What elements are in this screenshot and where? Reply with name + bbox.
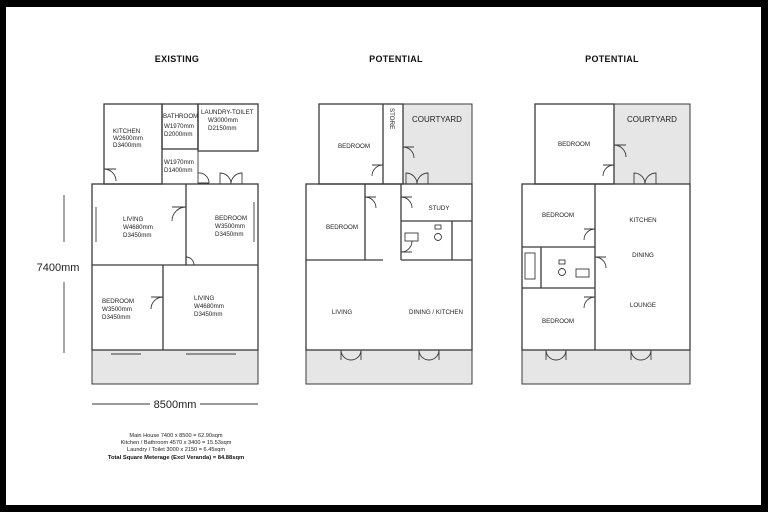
existing-bedroom2-label: BEDROOM (102, 298, 134, 305)
existing-bedroom2-width: W3500mm (102, 306, 132, 313)
main-house-outline (92, 184, 258, 350)
existing-living2-label: LIVING (194, 295, 215, 302)
heading-potential-1: POTENTIAL (369, 54, 423, 64)
existing-bedroom1-depth: D3450mm (215, 231, 244, 238)
note-total: Total Square Meterage (Excl Veranda) = 84.88sqm (107, 455, 245, 461)
existing-kitchen-width: W2600mm (113, 135, 143, 142)
p1-living-label: LIVING (331, 309, 353, 316)
p1-dining-kitchen-label: DINING / KITCHEN (409, 309, 463, 316)
existing-living1-label: LIVING (123, 216, 144, 223)
existing-kitchen-depth: D3400mm (113, 142, 142, 149)
existing-bedroom2-depth: D3450mm (102, 314, 131, 321)
p2-kitchen-label: KITCHEN (629, 217, 657, 224)
veranda (92, 350, 258, 384)
existing-kitchen-label: KITCHEN (113, 128, 141, 135)
existing-living2-width: W4680mm (194, 303, 224, 310)
p2-bedroom-bot-label: BEDROOM (542, 318, 574, 325)
p2-bedroom-top-label: BEDROOM (558, 141, 590, 148)
floor-plans (6, 7, 761, 505)
height-dimension-label: 7400mm (36, 262, 80, 274)
p2-lounge-label: LOUNGE (629, 302, 657, 309)
width-dimension-label: 8500mm (153, 399, 197, 411)
existing-living1-depth: D3450mm (123, 232, 152, 239)
p1-study-label: STUDY (428, 205, 450, 212)
existing-passage-depth: D1400mm (164, 167, 193, 174)
existing-laundry-label: LAUNDRY-TOILET (201, 109, 254, 116)
note-laundry-toilet: Laundry / Toilet 3000 x 2150 = 6.45sqm (126, 447, 226, 453)
note-main-house: Main House 7400 x 8500 = 62.90sqm (129, 433, 223, 439)
existing-passage-width: W1970mm (164, 159, 194, 166)
existing-bedroom1-width: W3500mm (215, 223, 245, 230)
p1-bedroom-top-label: BEDROOM (338, 143, 370, 150)
p2-courtyard-label: COURTYARD (627, 115, 677, 124)
p1-courtyard-label: COURTYARD (412, 115, 462, 124)
p2-bedroom-mid-label: BEDROOM (542, 212, 574, 219)
p1-store-label: STORE (388, 108, 395, 130)
potential-plan-2 (522, 104, 690, 384)
existing-living1-width: W4680mm (123, 224, 153, 231)
p1-veranda (306, 350, 472, 384)
heading-potential-2: POTENTIAL (585, 54, 639, 64)
drawing-sheet (6, 7, 761, 505)
p2-dining-label: DINING (632, 252, 654, 259)
note-kitchen-bathroom: Kitchen / Bathroom 4570 x 3400 = 15.53sqm (120, 440, 232, 446)
existing-bathroom-label: BATHROOM (163, 113, 199, 120)
existing-laundry-width: W3000mm (208, 117, 238, 124)
existing-bathroom-depth: D2000mm (164, 131, 193, 138)
heading-existing: EXISTING (154, 54, 200, 64)
existing-plan (37, 104, 258, 461)
existing-laundry-depth: D2150mm (208, 125, 237, 132)
existing-bedroom1-label: BEDROOM (215, 215, 247, 222)
existing-bathroom-width: W1970mm (164, 123, 194, 130)
potential-plan-1 (306, 104, 472, 384)
p1-bedroom-mid-label: BEDROOM (326, 224, 358, 231)
existing-living2-depth: D3450mm (194, 311, 223, 318)
